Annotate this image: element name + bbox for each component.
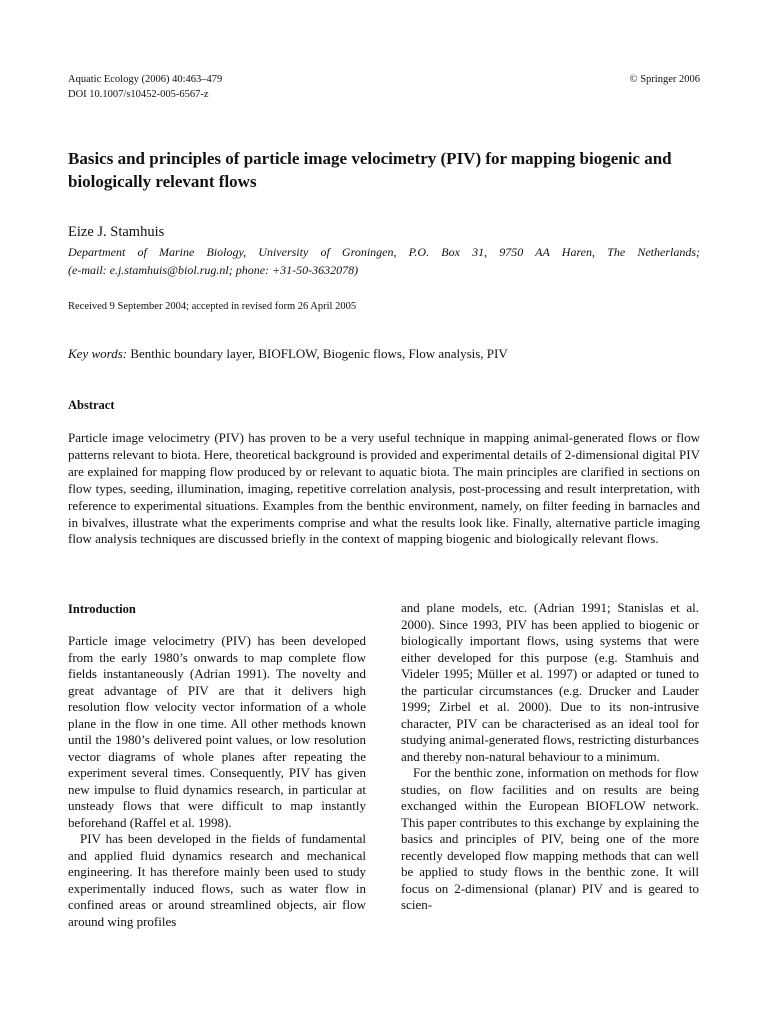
introduction-heading: Introduction bbox=[68, 602, 136, 616]
doi: DOI 10.1007/s10452-005-6567-z bbox=[68, 89, 209, 100]
running-header bbox=[68, 72, 700, 102]
keywords-list: Benthic boundary layer, BIOFLOW, Biogenic flows, Flow analysis, PIV bbox=[130, 346, 508, 361]
abstract-heading: Abstract bbox=[68, 398, 115, 412]
paper-title: Basics and principles of particle image velocimetry (PIV) for mapping biogenic and biologically relevant flows bbox=[68, 149, 672, 191]
keywords bbox=[68, 346, 508, 362]
paragraph: and plane models, etc. (Adrian 1991; Stanislas et al. 2000). Since 1993, PIV has been applied to biogenic or biologically important flows, using systems that were either developed for this purpose (e.g. Stamhuis and Videler 1995; Müller et al. 1997) or adapted or tuned to the particular circumstances (e.g. Drucker and Lauder 1999; Zirbel et al. 2000). Due to its non-intrusive character, PIV can be characterised as an ideal tool for studying animal-generated flows, restricting disturbances and thereby non-natural behaviour to a minimum. bbox=[401, 600, 699, 764]
right-column bbox=[401, 600, 699, 914]
received-dates: Received 9 September 2004; accepted in revised form 26 April 2005 bbox=[68, 301, 357, 312]
abstract-text: Particle image velocimetry (PIV) has proven to be a very useful technique in mapping animal-generated flows or flow patterns relevant to biota. Here, theoretical background is provided and experimental details of 2-dimensional digital PIV are explained for mapping flow produced by or relevant to aquatic biota. The main principles are clarified in sections on flow types, seeding, illumination, imaging, repetitive correlation analysis, post-processing and result interpretation, with reference to experimental situations. Examples from the benthic environment, namely, on filter feeding in barnacles and in bivalves, illustrate what the experiments comprise and what the results look like. Finally, alternative particle imaging flow analysis techniques are discussed briefly in the context of mapping biogenic and biologically relevant flows. bbox=[68, 430, 700, 547]
author-name: Eize J. Stamhuis bbox=[68, 224, 165, 240]
paragraph: Particle image velocimetry (PIV) has been developed from the early 1980’s onwards to map complete flow fields instantaneously (Adrian 1991). The novelty and great advantage of PIV are that it delivers high resolution flow velocity vector information of a whole plane in the flow in one time. All other methods known until the 1980’s delivered point values, or low resolution vector diagrams of whole planes after repeating the experiment several times. Consequently, PIV has given new impulse to fluid dynamics research, in particular at unsteady flows that were difficult to map instantly beforehand (Raffel et al. 1998). bbox=[68, 633, 366, 830]
keywords-label: Key words: bbox=[68, 346, 128, 361]
copyright: © Springer 2006 bbox=[629, 74, 700, 85]
paper-page bbox=[68, 0, 700, 1024]
left-column bbox=[68, 633, 366, 930]
contact-info: (e-mail: e.j.stamhuis@biol.rug.nl; phone: +31-50-3632078) bbox=[68, 263, 359, 277]
paragraph: For the benthic zone, information on methods for flow studies, on flow facilities and on results are being exchanged within the European BIOFLOW network. This paper contributes to this exchange by explaining the basics and principles of PIV, being one of the more recently developed flow mapping methods that can well be applied to study flows in the benthic zone. It will focus on 2-dimensional (planar) PIV and is geared to scien- bbox=[401, 765, 699, 912]
affiliation: Department of Marine Biology, University of Groningen, P.O. Box 31, 9750 AA Haren, The Netherlands; bbox=[68, 245, 700, 259]
journal-citation: Aquatic Ecology (2006) 40:463–479 bbox=[68, 74, 223, 85]
paragraph: PIV has been developed in the fields of fundamental and applied fluid dynamics research and mechanical engineering. It has therefore mainly been used to study experimentally induced flows, such as water flow in confined areas or around streamlined objects, air flow around wing profiles bbox=[68, 831, 366, 929]
